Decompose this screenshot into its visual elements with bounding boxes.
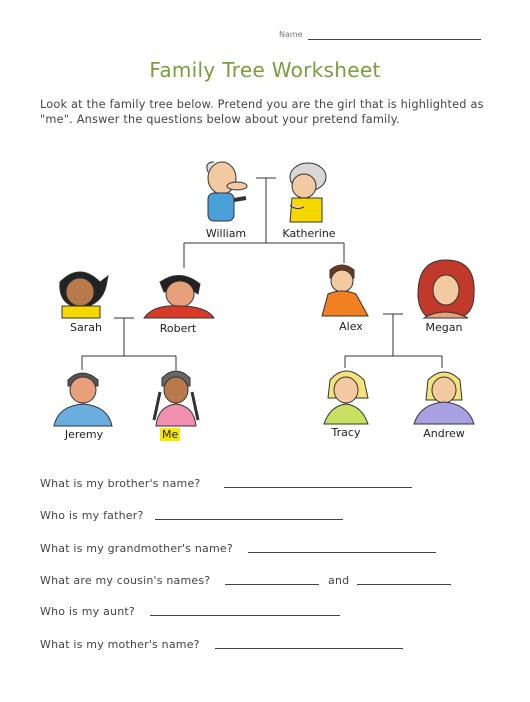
sarah-figure — [60, 272, 108, 318]
tree-connectors — [82, 178, 442, 370]
question-4-and: and — [328, 574, 350, 587]
answer-2-field[interactable] — [155, 519, 343, 520]
worksheet-title: Family Tree Worksheet — [149, 58, 381, 82]
name-tracy: Tracy — [331, 426, 361, 439]
alex-figure — [322, 265, 368, 316]
name-me — [160, 428, 180, 441]
question-6 — [40, 638, 200, 651]
andrew-figure — [414, 372, 474, 424]
name-robert: Robert — [159, 322, 197, 335]
question-1-text: What is my brother's name? — [40, 477, 201, 490]
me-highlight: Me — [162, 428, 179, 441]
answer-1-field[interactable] — [224, 487, 412, 488]
katherine-figure — [290, 163, 326, 222]
name-alex: Alex — [339, 320, 363, 333]
question-4-text: What are my cousin's names? — [40, 574, 211, 587]
name-andrew: Andrew — [423, 427, 465, 440]
question-5 — [40, 605, 135, 618]
name-william: William — [205, 227, 247, 240]
name-katherine: Katherine — [282, 227, 336, 240]
question-6-text: What is my mother's name? — [40, 638, 200, 651]
tracy-figure — [324, 371, 368, 424]
name-label: Name — [279, 30, 303, 39]
name-megan: Megan — [425, 321, 463, 334]
question-4 — [40, 574, 210, 587]
question-2-text: Who is my father? — [40, 509, 144, 522]
megan-figure — [418, 260, 474, 318]
instructions: Look at the family tree below. Pretend you are the girl that is highlighted as "me". Answer the questions below about your pretend family. — [40, 98, 484, 126]
question-1 — [40, 477, 200, 490]
answer-4b-field[interactable] — [357, 584, 451, 585]
william-figure — [207, 162, 247, 221]
question-3-text: What is my grandmother's name? — [40, 542, 233, 555]
answer-6-field[interactable] — [215, 648, 403, 649]
robert-figure — [144, 275, 214, 318]
answer-5-field[interactable] — [150, 615, 340, 616]
jeremy-figure — [54, 373, 112, 426]
answer-3-field[interactable] — [248, 552, 436, 553]
me-figure — [154, 371, 198, 426]
question-5-text: Who is my aunt? — [40, 605, 135, 618]
question-3 — [40, 542, 233, 555]
question-2 — [40, 509, 144, 522]
name-sarah: Sarah — [70, 321, 102, 334]
answer-4a-field[interactable] — [225, 584, 319, 585]
name-jeremy: Jeremy — [64, 428, 104, 441]
